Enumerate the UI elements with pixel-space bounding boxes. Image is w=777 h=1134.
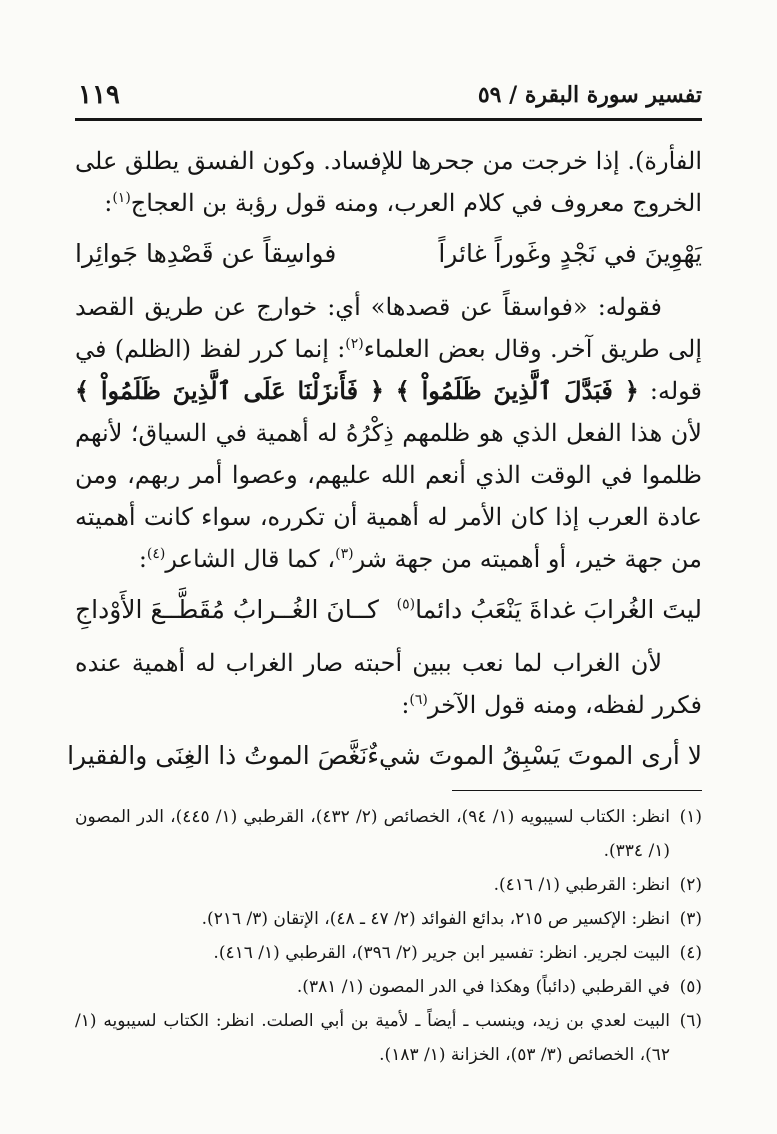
footnote-number: (٣) — [679, 909, 702, 929]
footnote-text: انظر: القرطبي (١/ ٤١٦). — [493, 875, 670, 895]
footnote-text: انظر: الكتاب لسيبويه (١/ ٩٤)، الخصائص (٢/ ٤٣٢)، القرطبي (١/ ٤٤٥)، الدر المصون (١/ ٣٣٤). — [75, 807, 671, 861]
main-text — [67, 140, 702, 786]
footnote-text: انظر: الإكسير ص ٢١٥، بدائع الفوائد (٢/ ٤٧ ـ ٤٨)، الإتقان (٣/ ٢١٦). — [201, 909, 670, 929]
verse-1-first-hemistich: يَهْوِينَ في نَجْدٍ وغَوراً غائراً — [438, 239, 702, 268]
footnote-ref-3: (٣) — [335, 546, 354, 562]
paragraph-2-text-c: لأن هذا الفعل الذي هو ظلمهم ذِكْرُهُ له أهمية في السياق؛ لأنهم ظلموا في الوقت الذي أنعم الله عليهم، وعصوا أمر ربهم، ومن عادة العرب إذا كان الأمر له أهمية أن تكرره، سواء كانت أهميته من جهة خير، أو أهميته من جهة شر — [75, 419, 702, 573]
footnote-ref-6: (٦) — [409, 692, 428, 708]
paragraph-2-text-a: فقوله: «فواسقاً عن قصدها» أي: خوارج عن طريق القصد إلى طريق آخر. وقال بعض العلماء — [75, 293, 702, 363]
footnote-number: (٦) — [679, 1011, 702, 1031]
paragraph-3 — [75, 642, 702, 726]
verse-1-second-hemistich: فواسِقاً عن قَصْدِها جَوائِرا — [75, 239, 337, 268]
verse-2 — [75, 588, 702, 632]
paragraph-2-text-d: ، كما قال الشاعر — [165, 545, 336, 573]
footnote-4 — [75, 936, 702, 970]
running-header: تفسير سورة البقرة / ٥٩ — [477, 82, 702, 108]
footnote-text: في القرطبي (دائباً) وهكذا في الدر المصون (١/ ٣٨١). — [296, 977, 670, 997]
footnote-ref-1: (١) — [112, 190, 131, 206]
paragraph-2 — [75, 286, 702, 580]
paragraph-1-text: الفأرة). إذا خرجت من جحرها للإفساد. وكون الفسق يطلق على الخروج معروف في كلام العرب، ومنه قول رؤبة بن العجاج — [75, 147, 702, 217]
footnote-ref-2: (٢) — [345, 336, 364, 352]
paragraph-1-end: : — [104, 189, 113, 217]
page-number: ١١٩ — [78, 80, 120, 110]
footnote-number: (١) — [679, 807, 702, 827]
paragraph-3-text: لأن الغراب لما نعب ببين أحبته صار الغراب له أهمية عنده فكرر لفظه، ومنه قول الآخر — [75, 649, 702, 719]
paragraph-3-end: : — [401, 691, 410, 719]
footnotes — [75, 800, 702, 1072]
footnote-2 — [75, 868, 702, 902]
footnote-number: (٥) — [679, 977, 702, 997]
footnote-rule — [452, 790, 702, 791]
paragraph-2-text-b: : إنما كرر لفظ (الظلم) في قوله: — [75, 335, 702, 405]
verse-1 — [75, 232, 702, 276]
verse-3 — [67, 734, 702, 778]
footnote-5 — [75, 970, 702, 1004]
footnote-number: (٢) — [679, 875, 702, 895]
footnote-1 — [75, 800, 702, 868]
header-rule — [75, 118, 702, 121]
footnote-text: البيت لجرير. انظر: تفسير ابن جرير (٢/ ٣٩٦)، القرطبي (١/ ٤١٦). — [213, 943, 670, 963]
verse-2-first-text: ليتَ الغُرابَ غداةَ يَنْعَبُ دائما — [415, 595, 702, 624]
footnote-ref-4: (٤) — [146, 546, 166, 562]
verse-2-first-hemistich — [397, 588, 702, 632]
footnote-6 — [75, 1004, 702, 1072]
quran-quote: ﴿ فَبَدَّلَ ٱلَّذِينَ ظَلَمُواْ ﴾ ﴿ فَأَنزَلْنَا عَلَى ٱلَّذِينَ ظَلَمُواْ ﴾ — [75, 376, 639, 405]
footnote-ref-5: (٥) — [396, 596, 416, 613]
footnote-number: (٤) — [679, 943, 702, 963]
paragraph-2-end: : — [138, 545, 147, 573]
verse-3-first-hemistich: لا أرى الموتَ يَسْبِقُ الموتَ شيءٌ — [367, 741, 702, 770]
verse-2-second-hemistich: كــانَ الغُــرابُ مُقَطَّــعَ الأَوْداجِ — [75, 595, 379, 624]
footnote-3 — [75, 902, 702, 936]
verse-3-second-hemistich: نَغَّصَ الموتُ ذا الغِنَى والفقيرا — [67, 741, 368, 770]
footnote-text: البيت لعدي بن زيد، وينسب ـ أيضاً ـ لأمية بن أبي الصلت. انظر: الكتاب لسيبويه (١/ ٦٢)، الخصائص (٣/ ٥٣)، الخزانة (١/ ١٨٣). — [75, 1011, 670, 1065]
paragraph-1 — [75, 140, 702, 224]
